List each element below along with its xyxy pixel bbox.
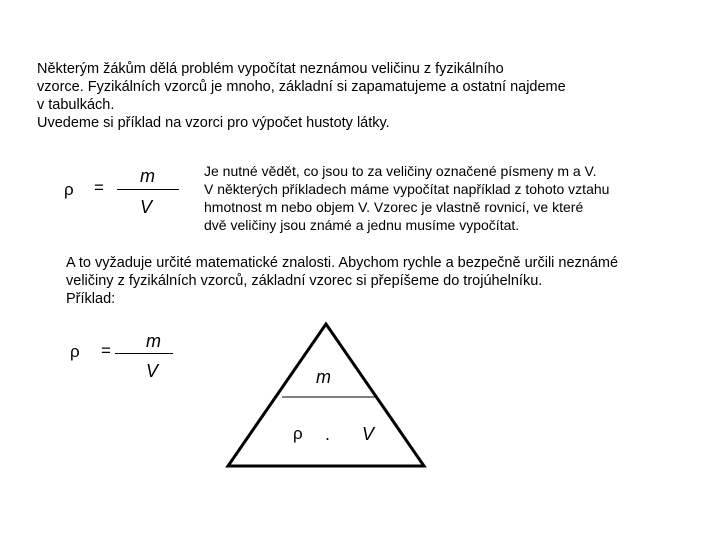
triangle-bottom-volume: V <box>362 424 375 444</box>
intro-line-2: vzorce. Fyzikálních vzorců je mnoho, základní si zapamatujeme a ostatní najdeme <box>37 79 566 95</box>
formula2-denominator: V <box>146 361 159 381</box>
second-line-1: A to vyžaduje určité matematické znalosti. Abychom rychle a bezpečně určili neznámé <box>66 255 619 271</box>
triangle-top-mass: m <box>316 367 331 387</box>
formula2-equals: = <box>101 341 111 360</box>
explanation-line-1: Je nutné vědět, co jsou to za veličiny označené písmeny m a V. <box>204 163 597 179</box>
second-line-3: Příklad: <box>66 291 116 307</box>
intro-line-4: Uvedeme si příklad na vzorci pro výpočet hustoty látky. <box>37 115 390 131</box>
second-line-2: veličiny z fyzikálních vzorců, základní vzorec si přepíšeme do trojúhelníku. <box>66 273 543 289</box>
intro-line-1: Některým žákům dělá problém vypočítat neznámou veličinu z fyzikálního <box>37 61 504 77</box>
formula-rho: ρ <box>64 180 74 199</box>
formula2-rho: ρ <box>70 342 80 361</box>
formula-numerator: m <box>140 166 155 186</box>
formula2-numerator: m <box>146 331 161 351</box>
formula-denominator: V <box>140 197 153 217</box>
formula-equals: = <box>94 178 104 197</box>
explanation-line-2: V některých příkladech máme vypočítat například z tohoto vztahu <box>204 181 610 197</box>
intro-line-3: v tabulkách. <box>37 97 115 113</box>
explanation-line-4: dvě veličiny jsou známé a jednu musíme vypočítat. <box>204 217 520 233</box>
triangle-bottom-rho: ρ <box>293 424 303 443</box>
triangle-dot: . <box>325 424 331 444</box>
explanation-line-3: hmotnost m nebo objem V. Vzorec je vlastně rovnicí, ve které <box>204 199 584 215</box>
